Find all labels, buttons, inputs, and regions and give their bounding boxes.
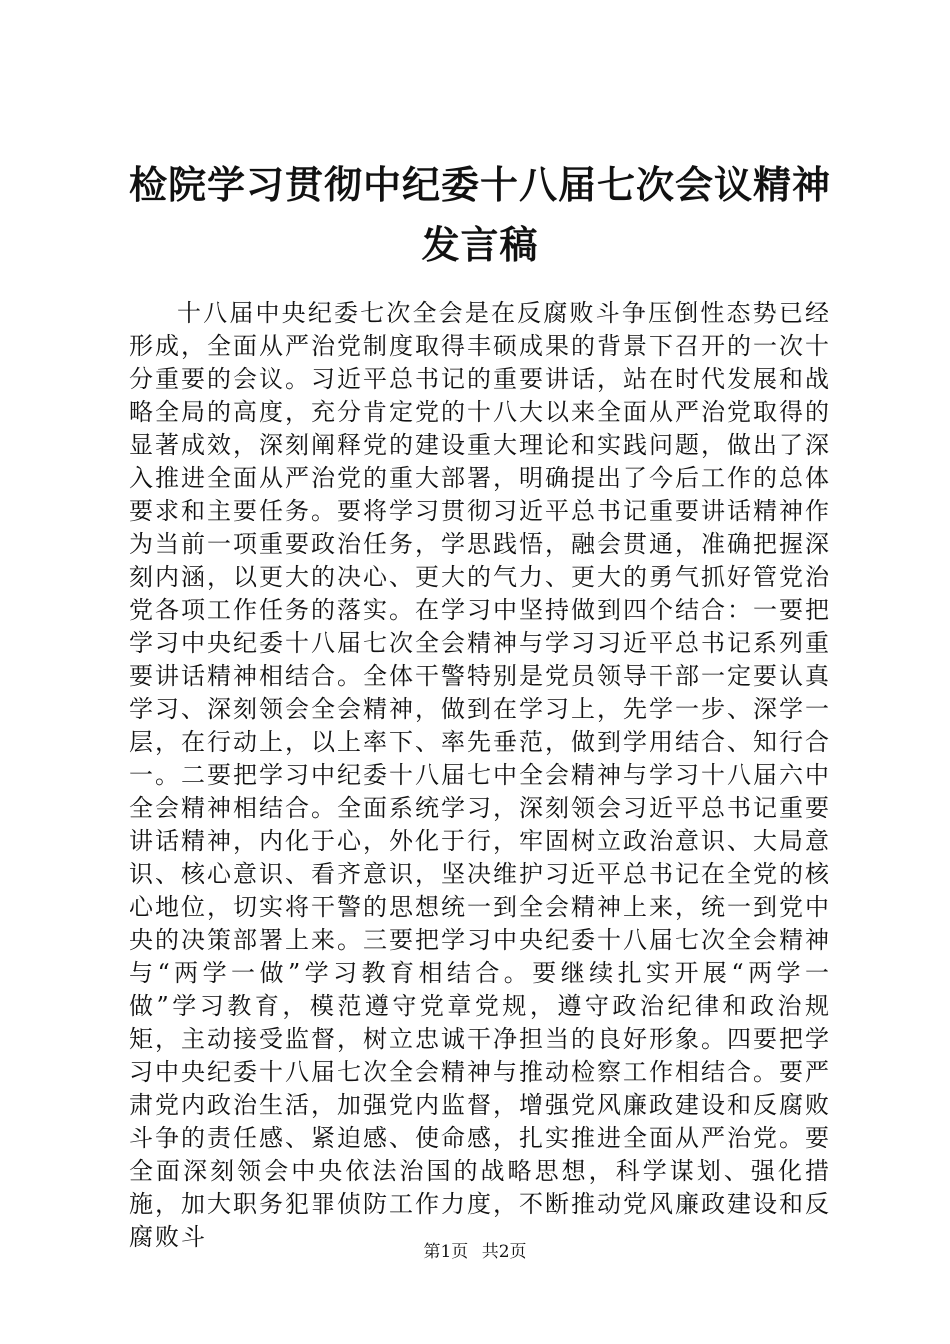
page-number: 第1页 <box>423 1242 469 1262</box>
page-footer <box>0 1240 950 1264</box>
page-total: 共2页 <box>481 1242 527 1262</box>
document-title: 检院学习贯彻中纪委十八届七次会议精神发言稿 <box>128 162 831 267</box>
body-paragraph: 十八届中央纪委七次全会是在反腐败斗争压倒性态势已经形成，全面从严治党制度取得丰硕成果的背景下召开的一次十分重要的会议。习近平总书记的重要讲话，站在时代发展和战略全局的高度，充分肯定党的十八大以来全面从严治党取得的显著成效，深刻阐释党的建设重大理论和实践问题，做出了深入推进全面从严治党的重大部署，明确提出了今后工作的总体要求和主要任务。要将学习贯彻习近平总书记重要讲话精神作为当前一项重要政治任务，学思践悟，融会贯通，准确把握深刻内涵，以更大的决心、更大的气力、更大的勇气抓好管党治党各项工作任务的落实。在学习中坚持做到四个结合：一要把学习中央纪委十八届七次全会精神与学习习近平总书记系列重要讲话精神相结合。全体干警特别是党员领导干部一定要认真学习、深刻领会全会精神，做到在学习上，先学一步、深学一层，在行动上，以上率下、率先垂范，做到学用结合、知行合一。二要把学习中纪委十八届七中全会精神与学习十八届六中全会精神相结合。全面系统学习，深刻领会习近平总书记重要讲话精神，内化于心，外化于行，牢固树立政治意识、大局意识、核心意识、看齐意识，坚决维护习近平总书记在全党的核心地位，切实将干警的思想统一到全会精神上来，统一到党中央的决策部署上来。三要把学习中央纪委十八届七次全会精神与“两学一做”学习教育相结合。要继续扎实开展“两学一做”学习教育，模范遵守党章党规，遵守政治纪律和政治规矩，主动接受监督，树立忠诚干净担当的良好形象。四要把学习中央纪委十八届七次全会精神与推动检察工作相结合。要严肃党内政治生活，加强党内监督，增强党风廉政建设和反腐败斗争的责任感、紧迫感、使命感，扎实推进全面从严治党。要全面深刻领会中央依法治国的战略思想，科学谋划、强化措施，加大职务犯罪侦防工作力度，不断推动党风廉政建设和反腐败斗 <box>129 299 831 1251</box>
